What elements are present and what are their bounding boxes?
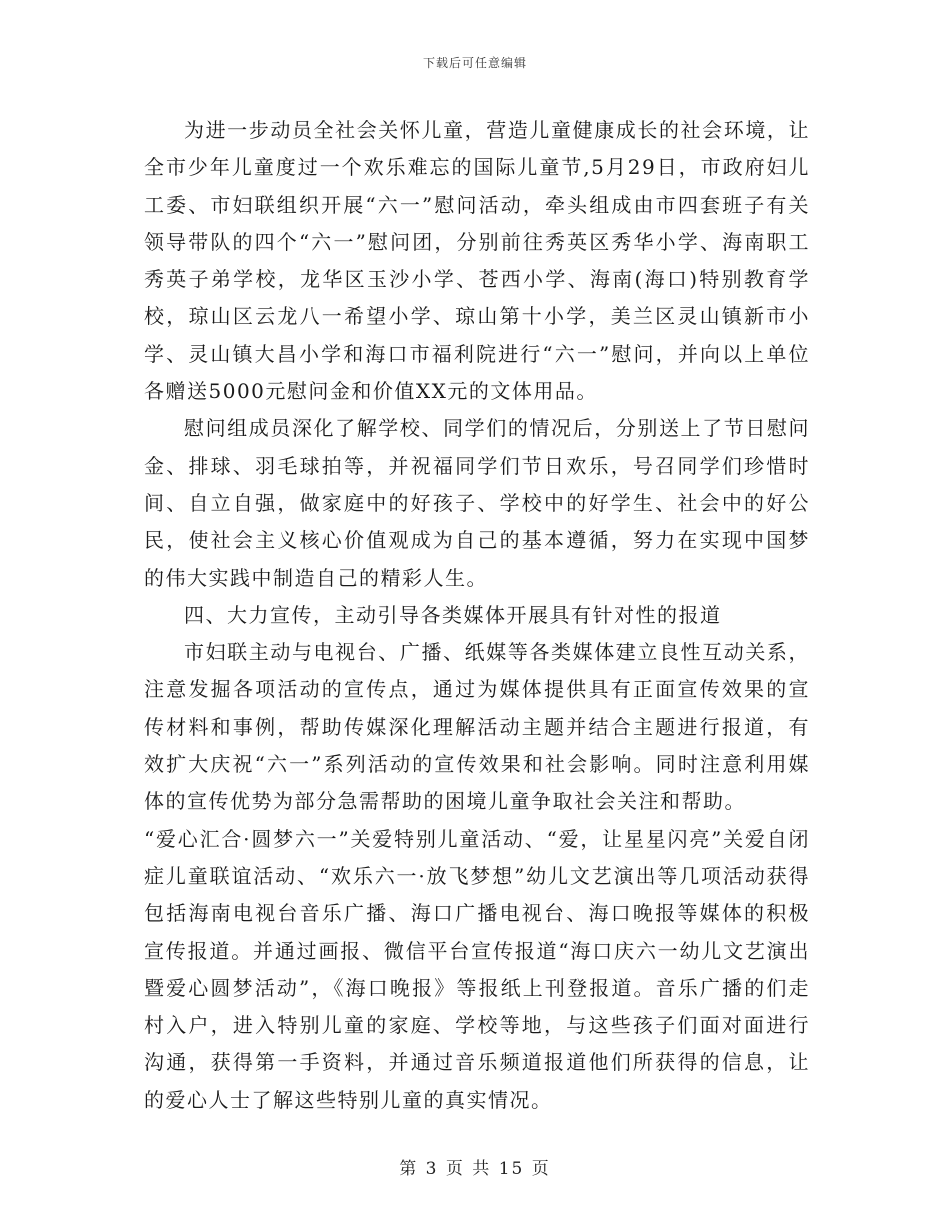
header-note: 下载后可任意编辑: [422, 56, 527, 70]
section-heading-publicity: 四、大力宣传，主动引导各类媒体开展具有针对性的报道: [184, 602, 722, 627]
document-body: [144, 112, 810, 1119]
page-number: 第 3 页 共 15 页: [399, 1159, 551, 1179]
paragraph-media-coverage: “爱心汇合·圆梦六一”关爱特别儿童活动、“爱，让星星闪亮”关爱自闭症儿童联谊活动、“欢乐六一·放飞梦想”幼儿文艺演出等几项活动获得包括海南电视台音乐广播、海口广播电视台、海口晚报等媒体的积极宣传报道。并通过画报、微信平台宣传报道“海口庆六一幼儿文艺演出暨爱心圆梦活动”，《海口晚报》等报纸上刊登报道。音乐广播的们走村入户，进入特别儿童的家庭、学校等地，与这些孩子们面对面进行沟通，获得第一手资料，并通过音乐频道报道他们所获得的信息，让的爱心人士了解这些特别儿童的真实情况。: [144, 826, 810, 1112]
paragraph-condolence-details: 慰问组成员深化了解学校、同学们的情况后，分别送上了节日慰问金、排球、羽毛球拍等，并祝福同学们节日欢乐，号召同学们珍惜时间、自立自强，做家庭中的好孩子、学校中的好学生、社会中的好公民，使社会主义核心价值观成为自己的基本遵循，努力在实现中国梦的伟大实践中制造自己的精彩人生。: [144, 416, 810, 590]
paragraph-condolence-visits: 为进一步动员全社会关怀儿童，营造儿童健康成长的社会环境，让全市少年儿童度过一个欢乐难忘的国际儿童节,5月29日，市政府妇儿工委、市妇联组织开展“六一”慰问活动，牵头组成由市四套班子有关领导带队的四个“六一”慰问团，分别前往秀英区秀华小学、海南职工秀英子弟学校，龙华区玉沙小学、苍西小学、海南(海口)特别教育学校，琼山区云龙八一希望小学、琼山第十小学，美兰区灵山镇新市小学、灵山镇大昌小学和海口市福利院进行“六一”慰问，并向以上单位各赠送5000元慰问金和价值XX元的文体用品。: [144, 118, 810, 404]
paragraph-media-relations: 市妇联主动与电视台、广播、纸媒等各类媒体建立良性互动关系，注意发掘各项活动的宣传点，通过为媒体提供具有正面宣传效果的宣传材料和事例，帮助传媒深化理解活动主题并结合主题进行报道，有效扩大庆祝“六一”系列活动的宣传效果和社会影响。同时注意利用媒体的宣传优势为部分急需帮助的困境儿童争取社会关注和帮助。: [144, 640, 810, 814]
